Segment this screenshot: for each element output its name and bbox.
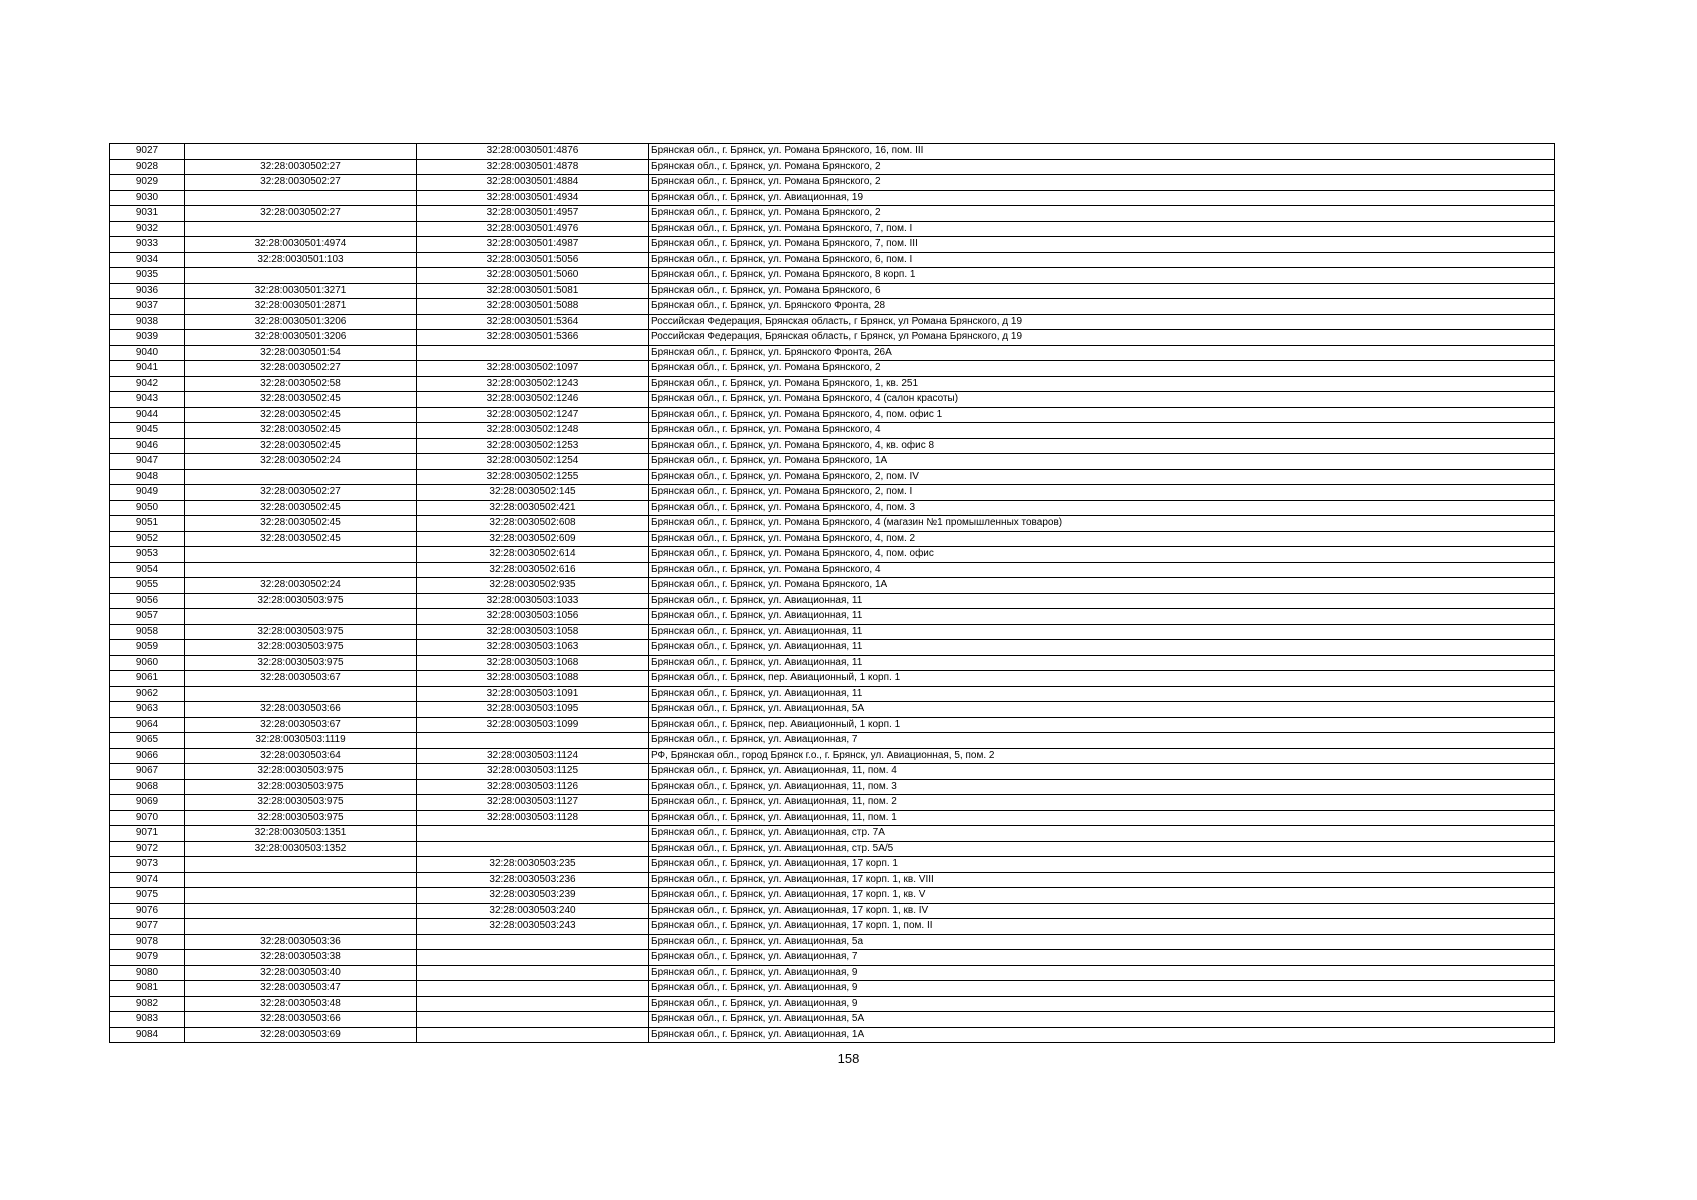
address-cell: Брянская обл., г. Брянск, ул. Романа Брянского, 4 (салон красоты)	[649, 392, 1555, 408]
row-number-cell: 9033	[110, 237, 185, 253]
object-number-cell: 32:28:0030501:5364	[417, 314, 649, 330]
address-cell: Брянская обл., г. Брянск, ул. Романа Брянского, 4 (магазин №1 промышленных товаров)	[649, 516, 1555, 532]
object-number-cell: 32:28:0030501:4934	[417, 190, 649, 206]
object-number-cell: 32:28:0030502:1246	[417, 392, 649, 408]
row-number-cell: 9041	[110, 361, 185, 377]
table-row	[110, 593, 1555, 609]
object-number-cell: 32:28:0030502:616	[417, 562, 649, 578]
table-row	[110, 299, 1555, 315]
address-cell: Брянская обл., г. Брянск, ул. Романа Брянского, 4, пом. офис 1	[649, 407, 1555, 423]
table-row	[110, 841, 1555, 857]
address-cell: Брянская обл., г. Брянск, ул. Романа Брянского, 4	[649, 562, 1555, 578]
object-number-cell: 32:28:0030501:4957	[417, 206, 649, 222]
table-row	[110, 423, 1555, 439]
row-number-cell: 9037	[110, 299, 185, 315]
address-cell: Брянская обл., г. Брянск, ул. Романа Брянского, 1, кв. 251	[649, 376, 1555, 392]
table-row	[110, 361, 1555, 377]
table-row	[110, 500, 1555, 516]
address-cell: Брянская обл., г. Брянск, ул. Авиационная, 11, пом. 2	[649, 795, 1555, 811]
table-row	[110, 221, 1555, 237]
object-number-cell	[417, 981, 649, 997]
parcel-number-cell: 32:28:0030501:54	[185, 345, 417, 361]
row-number-cell: 9035	[110, 268, 185, 284]
table-row	[110, 330, 1555, 346]
row-number-cell: 9059	[110, 640, 185, 656]
address-cell: Брянская обл., г. Брянск, пер. Авиационный, 1 корп. 1	[649, 717, 1555, 733]
object-number-cell: 32:28:0030502:421	[417, 500, 649, 516]
parcel-number-cell: 32:28:0030503:975	[185, 640, 417, 656]
row-number-cell: 9077	[110, 919, 185, 935]
table-row	[110, 578, 1555, 594]
object-number-cell	[417, 950, 649, 966]
parcel-number-cell: 32:28:0030501:103	[185, 252, 417, 268]
table-row	[110, 919, 1555, 935]
row-number-cell: 9049	[110, 485, 185, 501]
table-row	[110, 795, 1555, 811]
parcel-number-cell: 32:28:0030501:2871	[185, 299, 417, 315]
address-cell: Брянская обл., г. Брянск, ул. Романа Брянского, 2	[649, 159, 1555, 175]
table-row	[110, 1012, 1555, 1028]
parcel-number-cell: 32:28:0030503:64	[185, 748, 417, 764]
parcel-number-cell: 32:28:0030502:27	[185, 206, 417, 222]
object-number-cell: 32:28:0030501:5081	[417, 283, 649, 299]
row-number-cell: 9027	[110, 144, 185, 160]
row-number-cell: 9043	[110, 392, 185, 408]
object-number-cell: 32:28:0030501:4987	[417, 237, 649, 253]
address-cell: Брянская обл., г. Брянск, пер. Авиационный, 1 корп. 1	[649, 671, 1555, 687]
object-number-cell: 32:28:0030501:4876	[417, 144, 649, 160]
address-cell: Брянская обл., г. Брянск, ул. Авиационная, 17 корп. 1, кв. IV	[649, 903, 1555, 919]
row-number-cell: 9061	[110, 671, 185, 687]
address-cell: Брянская обл., г. Брянск, ул. Авиационная, 7	[649, 733, 1555, 749]
parcel-number-cell: 32:28:0030503:66	[185, 702, 417, 718]
parcel-number-cell	[185, 888, 417, 904]
row-number-cell: 9060	[110, 655, 185, 671]
row-number-cell: 9058	[110, 624, 185, 640]
object-number-cell	[417, 1027, 649, 1043]
address-cell: Брянская обл., г. Брянск, ул. Авиационная, 11	[649, 609, 1555, 625]
row-number-cell: 9072	[110, 841, 185, 857]
parcel-number-cell	[185, 144, 417, 160]
parcel-number-cell	[185, 919, 417, 935]
object-number-cell: 32:28:0030503:236	[417, 872, 649, 888]
parcel-number-cell	[185, 903, 417, 919]
table-row	[110, 624, 1555, 640]
address-cell: Брянская обл., г. Брянск, ул. Романа Брянского, 4, пом. офис	[649, 547, 1555, 563]
row-number-cell: 9031	[110, 206, 185, 222]
table-row	[110, 206, 1555, 222]
object-number-cell	[417, 996, 649, 1012]
object-number-cell: 32:28:0030503:1099	[417, 717, 649, 733]
row-number-cell: 9029	[110, 175, 185, 191]
address-cell: Брянская обл., г. Брянск, ул. Авиационная, 11	[649, 655, 1555, 671]
table-row	[110, 609, 1555, 625]
row-number-cell: 9083	[110, 1012, 185, 1028]
address-cell: Брянская обл., г. Брянск, ул. Авиационная, стр. 7А	[649, 826, 1555, 842]
parcel-number-cell	[185, 547, 417, 563]
address-cell: Брянская обл., г. Брянск, ул. Авиационная, 17 корп. 1, кв. V	[649, 888, 1555, 904]
table-row	[110, 562, 1555, 578]
row-number-cell: 9074	[110, 872, 185, 888]
object-number-cell: 32:28:0030501:5060	[417, 268, 649, 284]
address-cell: Брянская обл., г. Брянск, ул. Авиационная, 17 корп. 1	[649, 857, 1555, 873]
address-cell: Брянская обл., г. Брянск, ул. Авиационная, 9	[649, 981, 1555, 997]
parcel-number-cell: 32:28:0030503:66	[185, 1012, 417, 1028]
table-row	[110, 1027, 1555, 1043]
table-row	[110, 857, 1555, 873]
parcel-number-cell: 32:28:0030503:975	[185, 795, 417, 811]
row-number-cell: 9055	[110, 578, 185, 594]
row-number-cell: 9068	[110, 779, 185, 795]
parcel-number-cell: 32:28:0030502:45	[185, 438, 417, 454]
parcel-number-cell: 32:28:0030501:4974	[185, 237, 417, 253]
table-row	[110, 159, 1555, 175]
object-number-cell: 32:28:0030503:1068	[417, 655, 649, 671]
object-number-cell	[417, 345, 649, 361]
parcel-number-cell: 32:28:0030503:975	[185, 624, 417, 640]
parcel-number-cell: 32:28:0030501:3206	[185, 330, 417, 346]
table-row	[110, 996, 1555, 1012]
table-row	[110, 717, 1555, 733]
table-row	[110, 283, 1555, 299]
row-number-cell: 9064	[110, 717, 185, 733]
row-number-cell: 9034	[110, 252, 185, 268]
row-number-cell: 9047	[110, 454, 185, 470]
address-cell: Брянская обл., г. Брянск, ул. Авиационная, 11	[649, 593, 1555, 609]
parcel-number-cell: 32:28:0030502:58	[185, 376, 417, 392]
table-row	[110, 872, 1555, 888]
address-cell: Брянская обл., г. Брянск, ул. Авиационная, 5А	[649, 702, 1555, 718]
address-cell: Брянская обл., г. Брянск, ул. Романа Брянского, 2, пом. I	[649, 485, 1555, 501]
parcel-number-cell	[185, 268, 417, 284]
table-row	[110, 733, 1555, 749]
row-number-cell: 9062	[110, 686, 185, 702]
address-cell: Брянская обл., г. Брянск, ул. Романа Брянского, 4, кв. офис 8	[649, 438, 1555, 454]
parcel-number-cell: 32:28:0030502:27	[185, 361, 417, 377]
table-row	[110, 516, 1555, 532]
table-row	[110, 547, 1555, 563]
row-number-cell: 9073	[110, 857, 185, 873]
row-number-cell: 9063	[110, 702, 185, 718]
object-number-cell: 32:28:0030503:1095	[417, 702, 649, 718]
parcel-number-cell: 32:28:0030503:1119	[185, 733, 417, 749]
parcel-number-cell	[185, 686, 417, 702]
parcel-number-cell	[185, 190, 417, 206]
table-row	[110, 934, 1555, 950]
parcel-number-cell: 32:28:0030503:47	[185, 981, 417, 997]
parcel-number-cell	[185, 562, 417, 578]
address-cell: Брянская обл., г. Брянск, ул. Романа Брянского, 4	[649, 423, 1555, 439]
object-number-cell: 32:28:0030503:1126	[417, 779, 649, 795]
parcel-number-cell: 32:28:0030503:48	[185, 996, 417, 1012]
table-row	[110, 469, 1555, 485]
row-number-cell: 9054	[110, 562, 185, 578]
address-cell: Брянская обл., г. Брянск, ул. Брянского Фронта, 26А	[649, 345, 1555, 361]
table-row	[110, 268, 1555, 284]
row-number-cell: 9048	[110, 469, 185, 485]
object-number-cell: 32:28:0030503:1056	[417, 609, 649, 625]
parcel-number-cell: 32:28:0030502:45	[185, 392, 417, 408]
address-cell: Брянская обл., г. Брянск, ул. Романа Брянского, 2, пом. IV	[649, 469, 1555, 485]
row-number-cell: 9082	[110, 996, 185, 1012]
object-number-cell: 32:28:0030502:608	[417, 516, 649, 532]
parcel-number-cell: 32:28:0030503:69	[185, 1027, 417, 1043]
address-cell: Брянская обл., г. Брянск, ул. Авиационная, 9	[649, 965, 1555, 981]
table-row	[110, 826, 1555, 842]
row-number-cell: 9066	[110, 748, 185, 764]
object-number-cell: 32:28:0030501:4976	[417, 221, 649, 237]
row-number-cell: 9053	[110, 547, 185, 563]
object-number-cell	[417, 826, 649, 842]
address-cell: Брянская обл., г. Брянск, ул. Романа Брянского, 6, пом. I	[649, 252, 1555, 268]
parcel-number-cell: 32:28:0030502:27	[185, 485, 417, 501]
parcel-number-cell: 32:28:0030502:45	[185, 407, 417, 423]
parcel-number-cell: 32:28:0030503:67	[185, 717, 417, 733]
address-cell: Брянская обл., г. Брянск, ул. Романа Брянского, 16, пом. III	[649, 144, 1555, 160]
parcel-number-cell: 32:28:0030503:975	[185, 779, 417, 795]
address-cell: Брянская обл., г. Брянск, ул. Романа Брянского, 4, пом. 2	[649, 531, 1555, 547]
address-cell: Брянская обл., г. Брянск, ул. Авиационная, 11, пом. 3	[649, 779, 1555, 795]
table-row	[110, 903, 1555, 919]
address-cell: Брянская обл., г. Брянск, ул. Романа Брянского, 7, пом. I	[649, 221, 1555, 237]
object-number-cell: 32:28:0030501:5056	[417, 252, 649, 268]
object-number-cell: 32:28:0030502:1253	[417, 438, 649, 454]
parcel-number-cell: 32:28:0030502:45	[185, 531, 417, 547]
table-row	[110, 686, 1555, 702]
table-row	[110, 748, 1555, 764]
row-number-cell: 9056	[110, 593, 185, 609]
object-number-cell: 32:28:0030502:145	[417, 485, 649, 501]
table-row	[110, 671, 1555, 687]
address-cell: Брянская обл., г. Брянск, ул. Авиационная, 17 корп. 1, кв. VIII	[649, 872, 1555, 888]
parcel-number-cell: 32:28:0030503:1352	[185, 841, 417, 857]
row-number-cell: 9081	[110, 981, 185, 997]
row-number-cell: 9075	[110, 888, 185, 904]
table-body	[110, 144, 1555, 1043]
address-cell: Брянская обл., г. Брянск, ул. Авиационная, 5а	[649, 934, 1555, 950]
object-number-cell: 32:28:0030502:1097	[417, 361, 649, 377]
table-row	[110, 981, 1555, 997]
table-row	[110, 144, 1555, 160]
object-number-cell: 32:28:0030501:4884	[417, 175, 649, 191]
parcel-number-cell: 32:28:0030503:975	[185, 655, 417, 671]
table-row	[110, 175, 1555, 191]
parcel-number-cell: 32:28:0030503:38	[185, 950, 417, 966]
address-cell: Брянская обл., г. Брянск, ул. Романа Брянского, 1А	[649, 578, 1555, 594]
object-number-cell: 32:28:0030502:1243	[417, 376, 649, 392]
table-row	[110, 314, 1555, 330]
row-number-cell: 9028	[110, 159, 185, 175]
table-row	[110, 252, 1555, 268]
object-number-cell: 32:28:0030503:1128	[417, 810, 649, 826]
object-number-cell: 32:28:0030503:1088	[417, 671, 649, 687]
address-cell: Брянская обл., г. Брянск, ул. Романа Брянского, 2	[649, 175, 1555, 191]
parcel-number-cell: 32:28:0030503:36	[185, 934, 417, 950]
table-row	[110, 779, 1555, 795]
row-number-cell: 9080	[110, 965, 185, 981]
address-cell: Брянская обл., г. Брянск, ул. Авиационная, 11	[649, 640, 1555, 656]
table-row	[110, 950, 1555, 966]
object-number-cell: 32:28:0030501:4878	[417, 159, 649, 175]
parcel-number-cell: 32:28:0030502:24	[185, 578, 417, 594]
row-number-cell: 9067	[110, 764, 185, 780]
address-cell: Брянская обл., г. Брянск, ул. Авиационная, 9	[649, 996, 1555, 1012]
address-cell: Брянская обл., г. Брянск, ул. Романа Брянского, 2	[649, 361, 1555, 377]
table-row	[110, 345, 1555, 361]
row-number-cell: 9050	[110, 500, 185, 516]
address-cell: Брянская обл., г. Брянск, ул. Авиационная, 19	[649, 190, 1555, 206]
row-number-cell: 9079	[110, 950, 185, 966]
address-cell: Брянская обл., г. Брянск, ул. Романа Брянского, 4, пом. 3	[649, 500, 1555, 516]
object-number-cell: 32:28:0030503:1058	[417, 624, 649, 640]
table-row	[110, 454, 1555, 470]
row-number-cell: 9069	[110, 795, 185, 811]
parcel-number-cell: 32:28:0030502:27	[185, 175, 417, 191]
table-row	[110, 965, 1555, 981]
page-number: 158	[837, 1051, 860, 1066]
address-cell: Брянская обл., г. Брянск, ул. Авиационная, 5А	[649, 1012, 1555, 1028]
row-number-cell: 9070	[110, 810, 185, 826]
object-number-cell: 32:28:0030503:235	[417, 857, 649, 873]
object-number-cell: 32:28:0030501:5366	[417, 330, 649, 346]
parcel-number-cell: 32:28:0030503:975	[185, 593, 417, 609]
object-number-cell: 32:28:0030501:5088	[417, 299, 649, 315]
table-row	[110, 531, 1555, 547]
table-row	[110, 485, 1555, 501]
row-number-cell: 9065	[110, 733, 185, 749]
parcel-number-cell: 32:28:0030502:45	[185, 423, 417, 439]
parcel-number-cell: 32:28:0030503:40	[185, 965, 417, 981]
object-number-cell: 32:28:0030502:614	[417, 547, 649, 563]
address-cell: Брянская обл., г. Брянск, ул. Авиационная, стр. 5А/5	[649, 841, 1555, 857]
address-cell: Брянская обл., г. Брянск, ул. Романа Брянского, 8 корп. 1	[649, 268, 1555, 284]
object-number-cell	[417, 934, 649, 950]
address-cell: Брянская обл., г. Брянск, ул. Романа Брянского, 2	[649, 206, 1555, 222]
parcel-number-cell: 32:28:0030503:975	[185, 764, 417, 780]
parcel-number-cell	[185, 221, 417, 237]
row-number-cell: 9051	[110, 516, 185, 532]
row-number-cell: 9038	[110, 314, 185, 330]
object-number-cell: 32:28:0030503:1124	[417, 748, 649, 764]
address-cell: Брянская обл., г. Брянск, ул. Романа Брянского, 6	[649, 283, 1555, 299]
table-row	[110, 764, 1555, 780]
address-cell: Брянская обл., г. Брянск, ул. Авиационная, 17 корп. 1, пом. II	[649, 919, 1555, 935]
address-cell: Российская Федерация, Брянская область, г Брянск, ул Романа Брянского, д 19	[649, 314, 1555, 330]
parcel-number-cell: 32:28:0030503:1351	[185, 826, 417, 842]
row-number-cell: 9044	[110, 407, 185, 423]
parcel-number-cell: 32:28:0030503:975	[185, 810, 417, 826]
table-row	[110, 376, 1555, 392]
parcel-number-cell: 32:28:0030501:3206	[185, 314, 417, 330]
parcel-number-cell	[185, 857, 417, 873]
table-row	[110, 438, 1555, 454]
object-number-cell: 32:28:0030503:1091	[417, 686, 649, 702]
object-number-cell: 32:28:0030502:1247	[417, 407, 649, 423]
parcel-number-cell: 32:28:0030501:3271	[185, 283, 417, 299]
row-number-cell: 9042	[110, 376, 185, 392]
address-cell: Брянская обл., г. Брянск, ул. Авиационная, 1А	[649, 1027, 1555, 1043]
address-cell: Брянская обл., г. Брянск, ул. Романа Брянского, 1А	[649, 454, 1555, 470]
row-number-cell: 9039	[110, 330, 185, 346]
table-row	[110, 702, 1555, 718]
object-number-cell: 32:28:0030503:243	[417, 919, 649, 935]
address-cell: Российская Федерация, Брянская область, г Брянск, ул Романа Брянского, д 19	[649, 330, 1555, 346]
parcel-number-cell: 32:28:0030502:45	[185, 500, 417, 516]
object-number-cell	[417, 1012, 649, 1028]
object-number-cell: 32:28:0030502:1255	[417, 469, 649, 485]
object-number-cell: 32:28:0030502:609	[417, 531, 649, 547]
object-number-cell	[417, 965, 649, 981]
address-cell: РФ, Брянская обл., город Брянск г.о., г. Брянск, ул. Авиационная, 5, пом. 2	[649, 748, 1555, 764]
address-cell: Брянская обл., г. Брянск, ул. Авиационная, 11, пом. 4	[649, 764, 1555, 780]
object-number-cell: 32:28:0030502:935	[417, 578, 649, 594]
row-number-cell: 9076	[110, 903, 185, 919]
object-number-cell	[417, 841, 649, 857]
address-cell: Брянская обл., г. Брянск, ул. Авиационная, 11	[649, 624, 1555, 640]
parcel-number-cell: 32:28:0030502:24	[185, 454, 417, 470]
table-row	[110, 810, 1555, 826]
parcel-number-cell: 32:28:0030502:45	[185, 516, 417, 532]
table-row	[110, 190, 1555, 206]
row-number-cell: 9078	[110, 934, 185, 950]
object-number-cell: 32:28:0030503:1033	[417, 593, 649, 609]
object-number-cell: 32:28:0030503:239	[417, 888, 649, 904]
row-number-cell: 9045	[110, 423, 185, 439]
row-number-cell: 9071	[110, 826, 185, 842]
parcel-number-cell: 32:28:0030503:67	[185, 671, 417, 687]
table-row	[110, 392, 1555, 408]
table-row	[110, 407, 1555, 423]
object-number-cell: 32:28:0030503:1125	[417, 764, 649, 780]
row-number-cell: 9084	[110, 1027, 185, 1043]
row-number-cell: 9032	[110, 221, 185, 237]
row-number-cell: 9052	[110, 531, 185, 547]
object-number-cell: 32:28:0030502:1248	[417, 423, 649, 439]
table-row	[110, 640, 1555, 656]
address-cell: Брянская обл., г. Брянск, ул. Брянского Фронта, 28	[649, 299, 1555, 315]
address-cell: Брянская обл., г. Брянск, ул. Романа Брянского, 7, пом. III	[649, 237, 1555, 253]
row-number-cell: 9036	[110, 283, 185, 299]
table-row	[110, 237, 1555, 253]
data-table	[109, 143, 1555, 1043]
row-number-cell: 9057	[110, 609, 185, 625]
object-number-cell: 32:28:0030503:240	[417, 903, 649, 919]
address-cell: Брянская обл., г. Брянск, ул. Авиационная, 11, пом. 1	[649, 810, 1555, 826]
object-number-cell: 32:28:0030502:1254	[417, 454, 649, 470]
row-number-cell: 9030	[110, 190, 185, 206]
parcel-number-cell	[185, 609, 417, 625]
table-row	[110, 655, 1555, 671]
address-cell: Брянская обл., г. Брянск, ул. Авиационная, 11	[649, 686, 1555, 702]
parcel-number-cell: 32:28:0030502:27	[185, 159, 417, 175]
parcel-number-cell	[185, 872, 417, 888]
object-number-cell: 32:28:0030503:1127	[417, 795, 649, 811]
parcel-number-cell	[185, 469, 417, 485]
table-row	[110, 888, 1555, 904]
object-number-cell: 32:28:0030503:1063	[417, 640, 649, 656]
row-number-cell: 9040	[110, 345, 185, 361]
address-cell: Брянская обл., г. Брянск, ул. Авиационная, 7	[649, 950, 1555, 966]
object-number-cell	[417, 733, 649, 749]
row-number-cell: 9046	[110, 438, 185, 454]
